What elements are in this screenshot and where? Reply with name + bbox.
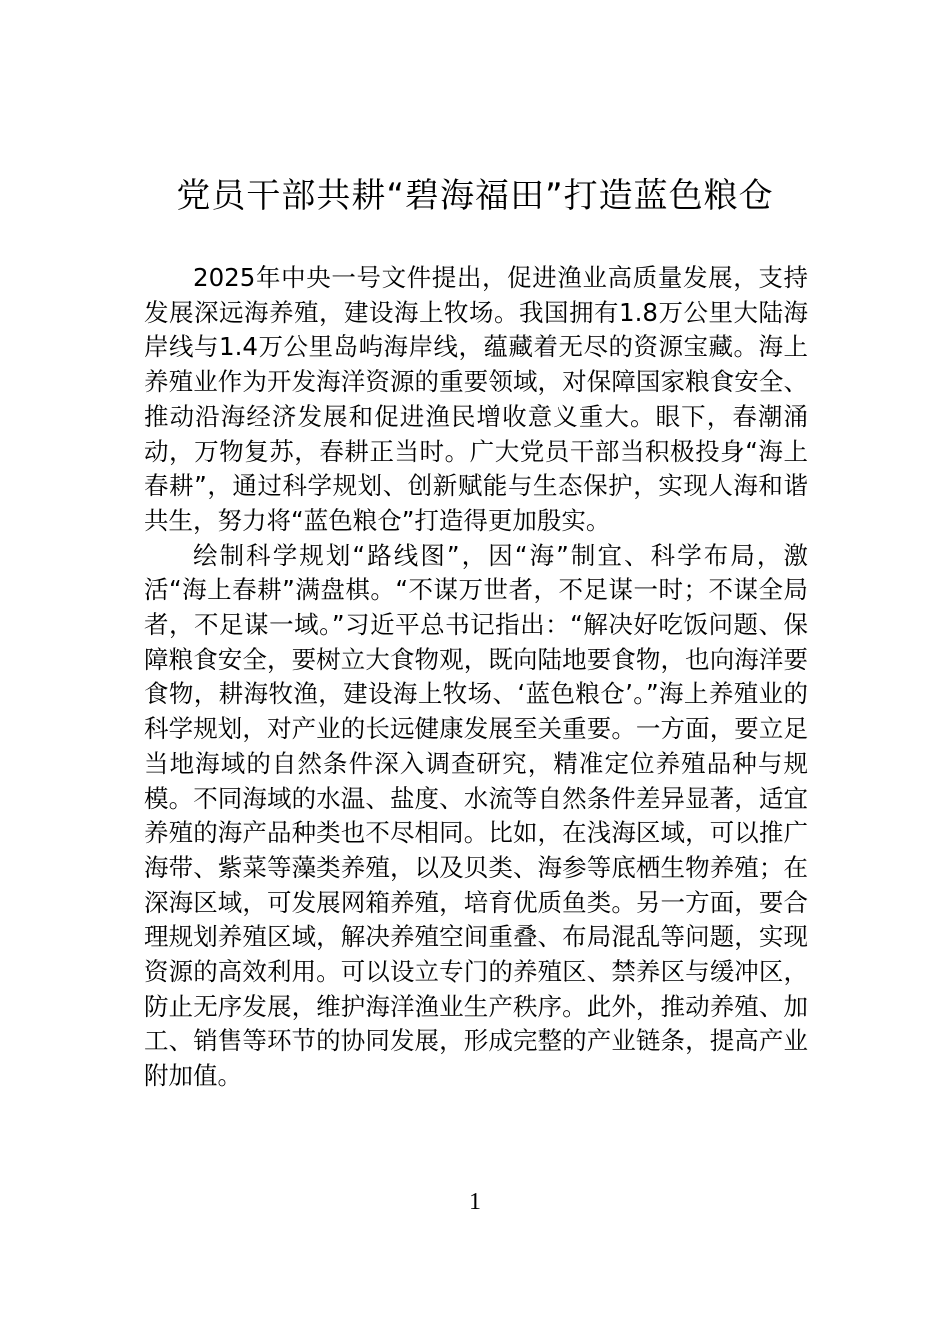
document-body <box>144 261 808 1094</box>
page-number: 1 <box>469 1189 481 1215</box>
paragraph-1: 2025年中央一号文件提出，促进渔业高质量发展，支持发展深远海养殖，建设海上牧场。我国拥有1.8万公里大陆海岸线与1.4万公里岛屿海岸线，蕴藏着无尽的资源宝藏。海上养殖业作为开发海洋资源的重要领域，对保障国家粮食安全、推动沿海经济发展和促进渔民增收意义重大。眼下，春潮涌动，万物复苏，春耕正当时。广大党员干部当积极投身“海上春耕”，通过科学规划、创新赋能与生态保护，实现人海和谐共生，努力将“蓝色粮仓”打造得更加殷实。 <box>144 263 808 535</box>
document-title: 党员干部共耕“碧海福田”打造蓝色粮仓 <box>176 176 774 216</box>
paragraph-2: 绘制科学规划“路线图”，因“海”制宜、科学布局，激活“海上春耕”满盘棋。“不谋万世者，不足谋一时；不谋全局者，不足谋一域。”习近平总书记指出：“解决好吃饭问题、保障粮食安全，要树立大食物观，既向陆地要食物，也向海洋要食物，耕海牧渔，建设海上牧场、‘蓝色粮仓’。”海上养殖业的科学规划，对产业的长远健康发展至关重要。一方面，要立足当地海域的自然条件深入调查研究，精准定位养殖品种与规模。不同海域的水温、盐度、水流等自然条件差异显著，适宜养殖的海产品种类也不尽相同。比如，在浅海区域，可以推广海带、紫菜等藻类养殖，以及贝类、海参等底栖生物养殖；在深海区域，可发展网箱养殖，培育优质鱼类。另一方面，要合理规划养殖区域，解决养殖空间重叠、布局混乱等问题，实现资源的高效利用。可以设立专门的养殖区、禁养区与缓冲区，防止无序发展，维护海洋渔业生产秩序。此外，推动养殖、加工、销售等环节的协同发展，形成完整的产业链条，提高产业附加值。 <box>144 540 808 1091</box>
